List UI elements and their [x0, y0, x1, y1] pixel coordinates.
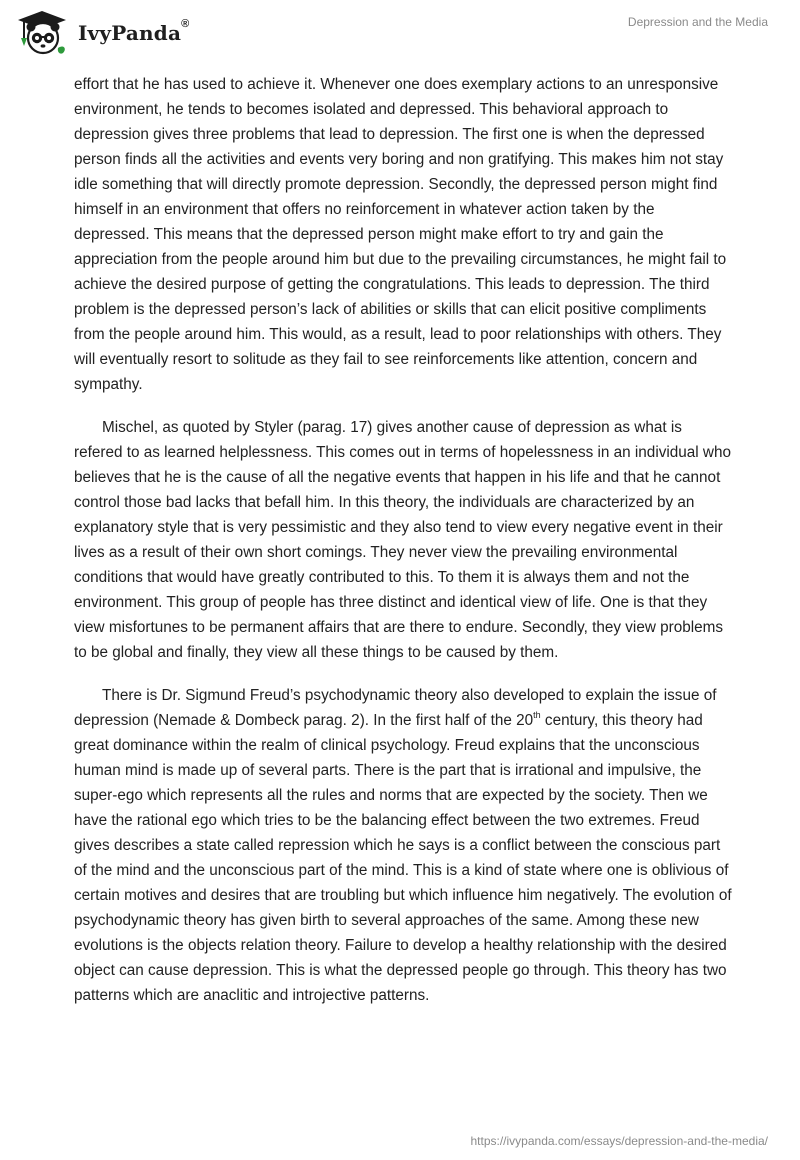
paragraph-3-part-1: There is Dr. Sigmund Freud’s psychodynamic theory also developed to explain the issue of depression (Nemade & Dombeck parag. 2). In the first half of the 20 — [74, 687, 717, 729]
paragraph-2: Mischel, as quoted by Styler (parag. 17) gives another cause of depression as what is refered to as learned helplessness. This comes out in terms of hopelessness in an individual who believes that he is the cause of all the negative events that happen in his life and that he cannot control those bad lacks that befall him. In this theory, the individuals are characterized by an explanatory style that is very pessimistic and they also tend to view every negative event in their lives as a result of their own short comings. They never view the prevailing environmental conditions that would have greatly contributed to this. To them it is always them and not the environment. This group of people has three distinct and identical view of life. One is that they view misfortunes to be permanent affairs that are there to endure. Secondly, they view problems to be global and finally, they view all these things to be caused by them. — [74, 419, 731, 661]
document-title: Depression and the Media — [627, 15, 768, 29]
page-header — [0, 0, 800, 70]
brand-logo[interactable] — [14, 8, 189, 56]
source-url[interactable]: https://ivypanda.com/essays/depression-and-the-media/ — [470, 1134, 768, 1148]
registered-mark: ® — [181, 18, 190, 30]
ordinal-superscript: th — [533, 709, 541, 720]
paragraph-3 — [74, 683, 734, 1008]
graduation-cap-panda-icon — [14, 8, 70, 56]
essay-body — [74, 72, 734, 1026]
paragraph-3-part-2: century, this theory had great dominance within the realm of clinical psychology. Freud explains that the unconscious human mind is made up of several parts. There is the part that is irrational and impulsive, the super-ego which represents all the rules and norms that are expected by the society. Then we have the rational ego which tries to be the balancing effect between the two extremes. Freud gives describes a state called repression which he says is a conflict between the conscious part of the mind and the unconscious part of the mind. This is a kind of state where one is oblivious of certain motives and desires that are troubling but which influence him negatively. The evolution of psychodynamic theory has given birth to several approaches of the same. Among these new evolutions is the objects relation theory. Failure to develop a healthy relationship with the desired object can cause depression. This is what the depressed people go through. This theory has two patterns which are anaclitic and introjective patterns. — [74, 712, 732, 1004]
paragraph-1: effort that he has used to achieve it. Whenever one does exemplary actions to an unresponsive environment, he tends to becomes isolated and depressed. This behavioral approach to depression gives three problems that lead to depression. The first one is when the depressed person finds all the activities and events very boring and non gratifying. This makes him not stay idle something that will directly promote depression. Secondly, the depressed person might find himself in an environment that offers no reinforcement in whatever action taken by the depressed. This means that the depressed person might make effort to try and gain the appreciation from the people around him but due to the prevailing circumstances, he might fail to achieve the desired purpose of getting the congratulations. This leads to depression. The third problem is the depressed person’s lack of abilities or skills that can elicit positive compliments from the people around him. This would, as a result, lead to poor relationships with others. They will eventually resort to solitude as they fail to see reinforcements like attention, concern and sympathy. — [74, 76, 727, 393]
brand-name: IvyPanda® — [78, 18, 190, 45]
